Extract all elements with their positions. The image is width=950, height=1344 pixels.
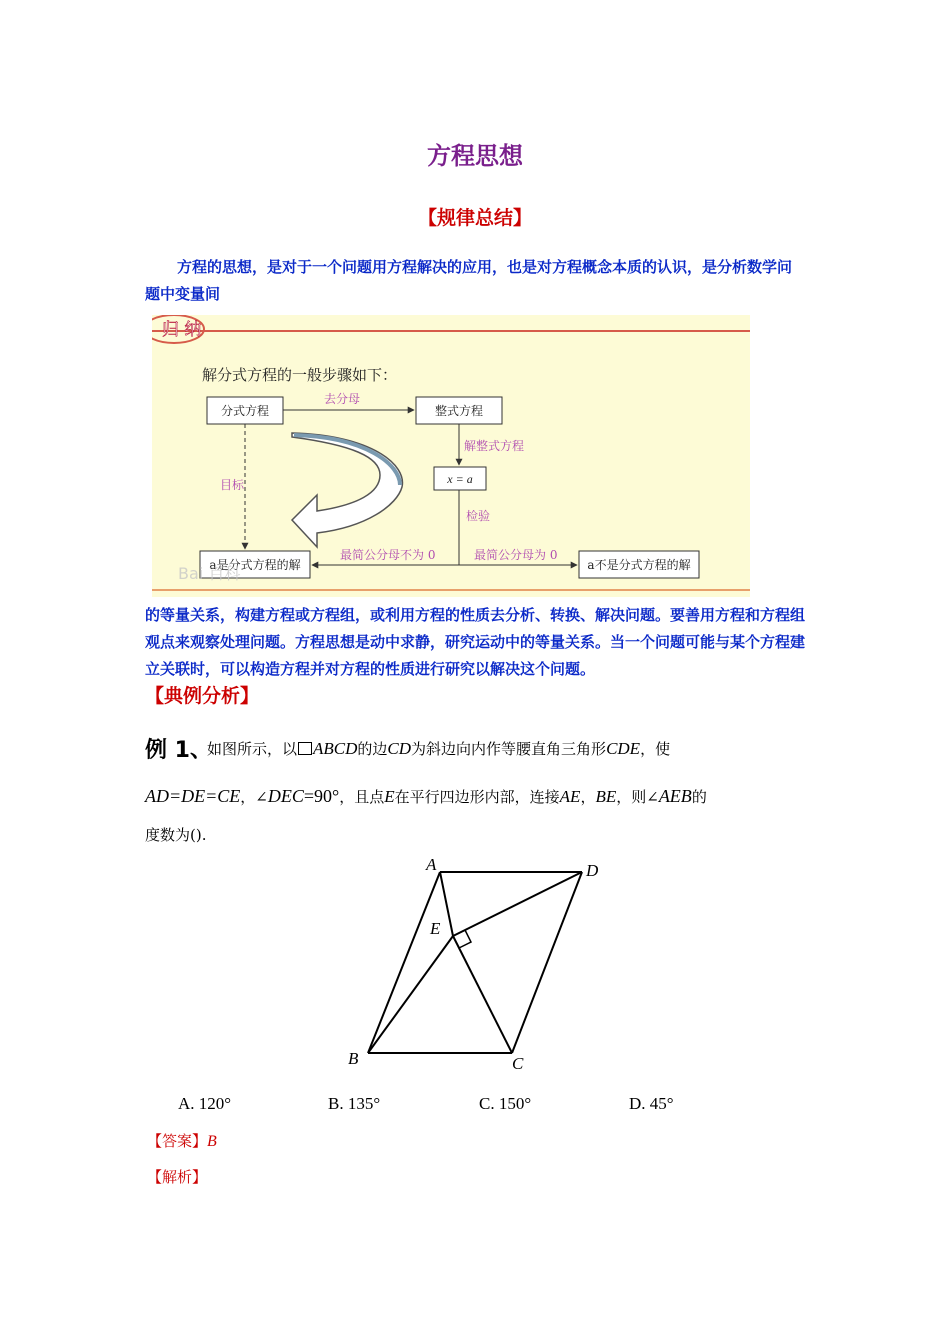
answer-label: 【答案】 — [147, 1132, 208, 1150]
box-integral-text: 整式方程 — [434, 404, 484, 418]
segment-EC — [453, 936, 512, 1053]
edge-solve-integral: 解整式方程 — [464, 439, 525, 453]
summary-heading: 【规律总结】 — [417, 207, 532, 229]
badge-text: 归 纳 — [162, 320, 202, 340]
label-B: B — [348, 1049, 359, 1068]
option-d[interactable]: D. 45° — [629, 1094, 674, 1113]
parallelogram-icon — [298, 742, 312, 755]
option-a[interactable]: A. 120° — [178, 1094, 232, 1113]
example-line-1: 如图所示，以 ABCD的边CD为斜边向内作等腰直角三角形CDE，使 — [207, 739, 671, 758]
example-label: 例 1、 — [145, 738, 212, 763]
segment-BE — [368, 936, 453, 1053]
box-is-solution-text: a是分式方程的解 — [209, 558, 301, 572]
edge-lcd-nonzero: 最简公分母不为 0 — [340, 548, 436, 562]
examples-heading: 【典例分析】 — [145, 685, 260, 707]
answer-line — [147, 1130, 217, 1151]
segment-BA — [368, 872, 440, 1053]
answer-value: B — [207, 1133, 217, 1150]
box-fractional-text: 分式方程 — [220, 404, 270, 418]
edge-remove-denominator: 去分母 — [323, 392, 361, 406]
label-A: A — [426, 855, 437, 874]
box-solution-text: x = a — [447, 472, 473, 486]
analysis-label: 【解析】 — [147, 1168, 208, 1186]
geometry-figure — [340, 850, 610, 1080]
label-E: E — [430, 919, 441, 938]
segment-DC — [512, 872, 582, 1053]
option-b[interactable]: B. 135° — [328, 1094, 381, 1113]
segment-AE — [440, 872, 453, 936]
continuation-paragraph: 的等量关系，构建方程或方程组，或利用方程的性质去分析、转换、解决问题。要善用方程和方程组观点来观察处理问题。方程思想是动中求静，研究运动中的等量关系。当一个问题可能与某个方程建立关联时，可以构造方程并对方程的性质进行研究以解决这个问题。 — [145, 606, 806, 678]
page-title: 方程思想 — [427, 142, 523, 170]
label-C: C — [512, 1054, 524, 1073]
edge-check: 检验 — [466, 509, 491, 523]
option-c[interactable]: C. 150° — [479, 1094, 532, 1113]
label-D: D — [586, 861, 599, 880]
example-line-3: 度数为(). — [145, 826, 207, 844]
edge-goal: 目标 — [220, 478, 245, 492]
box-not-solution-text: a不是分式方程的解 — [587, 558, 691, 572]
fractional-equation-flowchart — [152, 315, 750, 597]
example-line-2: AD=DE=CE，∠DEC=90°，且点E在平行四边形内部，连接AE，BE，则∠AEB的 — [145, 786, 707, 806]
intro-paragraph: 方程的思想，是对于一个问题用方程解决的应用，也是对方程概念本质的认识，是分析数学问题中变量间 — [145, 258, 793, 303]
watermark-text: Bai 百科 — [178, 564, 241, 583]
figure-heading: 解分式方程的一般步骤如下： — [202, 366, 398, 384]
segment-ED — [453, 872, 582, 936]
edge-lcd-zero: 最简公分母为 0 — [474, 548, 558, 562]
